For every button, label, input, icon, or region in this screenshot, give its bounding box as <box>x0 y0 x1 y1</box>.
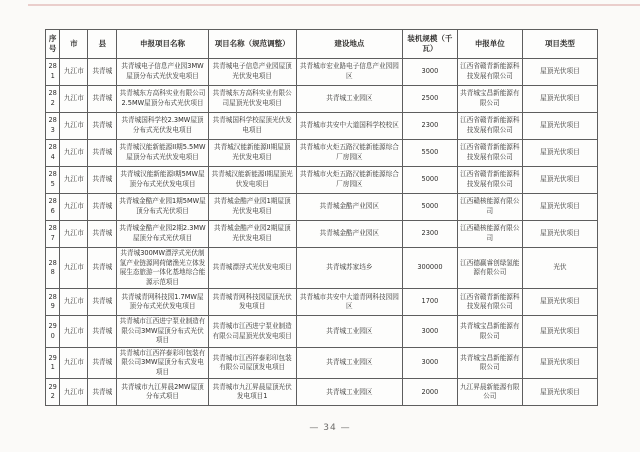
table-cell: 2300 <box>403 221 458 248</box>
table-cell: 共青城 <box>88 86 117 113</box>
table-cell: 共青城市火炬五路汉能新能源综合厂房园区 <box>296 140 403 167</box>
table-row-282 <box>46 86 598 113</box>
table-cell: 共青城市江西进宁泵业制造有限公司3MW屋顶分布式光伏项目 <box>117 316 209 348</box>
table-cell: 共青城汉能新能源II期5.5MW屋顶分布式光伏发电项目 <box>117 140 209 167</box>
table-cell: 1700 <box>403 289 458 316</box>
table-cell: 共青城汉能新能源II期屋顶光伏发电项目 <box>208 140 296 167</box>
table-cell: 2500 <box>403 86 458 113</box>
table-cell: 江西德赢睿创绿氢能源有限公司 <box>457 248 522 289</box>
table-cell: 九江市 <box>60 221 88 248</box>
table-cell: 共青城 <box>88 59 117 86</box>
table-cell: 288 <box>46 248 60 289</box>
table-cell: 九江昇晨新能源有限公司 <box>457 379 522 406</box>
table-cell: 共青城东方高科实业有限公司2.5MW屋顶分布式光伏项目 <box>117 86 209 113</box>
table-cell: 共青城宝昌新能源有限公司 <box>457 316 522 348</box>
table-cell: 292 <box>46 379 60 406</box>
table-cell: 共青城工业园区 <box>296 316 403 348</box>
table-cell: 江西赣核能源有限公司 <box>457 221 522 248</box>
table-cell: 285 <box>46 167 60 194</box>
table-cell: 江西省赣青新能源科技发展有限公司 <box>457 140 522 167</box>
top-accent-line <box>28 4 640 6</box>
table-cell: 289 <box>46 289 60 316</box>
table-body <box>46 59 598 406</box>
table-cell: 共青城市九江昇晨屋顶光伏发电项目1 <box>208 379 296 406</box>
table-cell: 屋顶光伏项目 <box>522 347 597 379</box>
table-cell: 共青城苏家垱乡 <box>296 248 403 289</box>
table-row-290 <box>46 316 598 348</box>
column-header-2: 县 <box>88 30 117 59</box>
table-cell: 共青城宝昌新能源有限公司 <box>457 86 522 113</box>
table-cell: 九江市 <box>60 316 88 348</box>
table-cell: 共青城金酷产业园2期2.3MW屋顶分布式光伏项目 <box>117 221 209 248</box>
table-cell: 屋顶光伏项目 <box>522 140 597 167</box>
table-cell: 共青城东方高科实业有限公司屋顶光伏发电项目 <box>208 86 296 113</box>
table-row-291 <box>46 347 598 379</box>
table-cell: 5000 <box>403 194 458 221</box>
pv-projects-table <box>45 29 598 406</box>
table-cell: 屋顶光伏项目 <box>522 59 597 86</box>
table-cell: 287 <box>46 221 60 248</box>
table-cell: 291 <box>46 347 60 379</box>
table-cell: 共青城 <box>88 194 117 221</box>
table-cell: 共青城 <box>88 167 117 194</box>
table-row-283 <box>46 113 598 140</box>
table-cell: 屋顶光伏项目 <box>522 221 597 248</box>
table-cell: 共青城青网科技园屋顶光伏发电项目 <box>208 289 296 316</box>
table-cell: 共青城市共安中大道青网科技园园区 <box>296 289 403 316</box>
table-row-292 <box>46 379 598 406</box>
table-cell: 283 <box>46 113 60 140</box>
table-cell: 九江市 <box>60 248 88 289</box>
table-cell: 九江市 <box>60 113 88 140</box>
table-cell: 共青城金酷产业园区 <box>296 194 403 221</box>
table-cell: 九江市 <box>60 59 88 86</box>
column-header-6: 装机规模（千瓦） <box>403 30 458 59</box>
table-cell: 共青城青网科技园1.7MW屋顶分布式光伏发电项目 <box>117 289 209 316</box>
table-cell: 共青城金酷产业园1期屋顶光伏发电项目 <box>208 194 296 221</box>
table-cell: 共青城 <box>88 379 117 406</box>
table-cell: 光伏 <box>522 248 597 289</box>
table-cell: 5500 <box>403 140 458 167</box>
table-cell: 屋顶光伏项目 <box>522 379 597 406</box>
table-cell: 共青城市火炬五路汉能新能源综合厂房园区 <box>296 167 403 194</box>
table-cell: 共青城宝昌新能源有限公司 <box>457 347 522 379</box>
table-cell: 九江市 <box>60 167 88 194</box>
table-cell: 九江市 <box>60 86 88 113</box>
column-header-8: 项目类型 <box>522 30 597 59</box>
table-cell: 290 <box>46 316 60 348</box>
table-cell: 2300 <box>403 113 458 140</box>
table-cell: 屋顶光伏项目 <box>522 86 597 113</box>
table-cell: 共青城金酷产业园1期5MW屋顶分布式光伏项目 <box>117 194 209 221</box>
column-header-7: 申报单位 <box>457 30 522 59</box>
table-cell: 屋顶光伏项目 <box>522 316 597 348</box>
table-cell: 共青城市江西祥泰彩印包装有限公司屋顶发电项目 <box>208 347 296 379</box>
column-header-0: 序号 <box>46 30 60 59</box>
table-cell: 共青城市九江昇晨2MW屋顶分布式项目 <box>117 379 209 406</box>
table-cell: 共青城 <box>88 289 117 316</box>
table-cell: 九江市 <box>60 140 88 167</box>
table-header-row <box>46 30 598 59</box>
table-cell: 300000 <box>403 248 458 289</box>
table-cell: 江西赣核能源有限公司 <box>457 194 522 221</box>
table-cell: 屋顶光伏项目 <box>522 113 597 140</box>
table-cell: 共青城工业园区 <box>296 86 403 113</box>
table-row-285 <box>46 167 598 194</box>
table-cell: 共青城电子信息产业园屋顶光伏发电项目 <box>208 59 296 86</box>
table-row-281 <box>46 59 598 86</box>
header-row <box>46 30 598 59</box>
table-cell: 281 <box>46 59 60 86</box>
column-header-3: 申报项目名称 <box>117 30 209 59</box>
table-cell: 共青城 <box>88 221 117 248</box>
table-cell: 屋顶光伏项目 <box>522 194 597 221</box>
table-cell: 九江市 <box>60 379 88 406</box>
table-cell: 江西省赣青新能源科技发展有限公司 <box>457 113 522 140</box>
table-cell: 屋顶光伏项目 <box>522 289 597 316</box>
table-cell: 共青城金酷产业园2期屋顶光伏发电项目 <box>208 221 296 248</box>
table-cell: 共青城电子信息产业园3MW屋顶分布式光伏发电项目 <box>117 59 209 86</box>
table-cell: 共青城 <box>88 113 117 140</box>
table-cell: 江西省赣青新能源科技发展有限公司 <box>457 167 522 194</box>
table-cell: 共青城市江西祥泰彩印包装有限公司3MW屋顶分布式发电项目 <box>117 347 209 379</box>
table-cell: 共青城金酷产业园区 <box>296 221 403 248</box>
page-number: — 34 — <box>309 423 351 433</box>
table-cell: 共青城市宏业路电子信息产业园园区 <box>296 59 403 86</box>
table-cell: 共青城 <box>88 140 117 167</box>
table-row-288 <box>46 248 598 289</box>
table-cell: 3000 <box>403 316 458 348</box>
table-cell: 共青城国科学校屋顶光伏发电项目 <box>208 113 296 140</box>
column-header-4: 项目名称（规范调整） <box>208 30 296 59</box>
table-cell: 江西省赣青新能源科技发展有限公司 <box>457 59 522 86</box>
table-cell: 江西省赣青新能源科技发展有限公司 <box>457 289 522 316</box>
table-cell: 共青城工业园区 <box>296 379 403 406</box>
column-header-5: 建设地点 <box>296 30 403 59</box>
table-row-287 <box>46 221 598 248</box>
table-cell: 九江市 <box>60 194 88 221</box>
table-cell: 2000 <box>403 379 458 406</box>
table-cell: 共青城漂浮式光伏发电项目 <box>208 248 296 289</box>
table-cell: 共青城汉能新能源I期5MW屋顶分布式光伏发电项目 <box>117 167 209 194</box>
table-cell: 共青城市江西进宁泵业制造有限公司屋顶光伏发电项目 <box>208 316 296 348</box>
table-cell: 屋顶光伏项目 <box>522 167 597 194</box>
table-cell: 共青城 <box>88 347 117 379</box>
table-cell: 3000 <box>403 59 458 86</box>
table-row-284 <box>46 140 598 167</box>
table-cell: 共青城 <box>88 248 117 289</box>
table-cell: 九江市 <box>60 347 88 379</box>
column-header-1: 市 <box>60 30 88 59</box>
table-cell: 286 <box>46 194 60 221</box>
table-cell: 共青城300MW漂浮式光伏制氢产业链源网荷储渔光立体发展生态旅游一体化基地综合能源示范项目 <box>117 248 209 289</box>
table-cell: 3000 <box>403 347 458 379</box>
table-row-289 <box>46 289 598 316</box>
table-cell: 共青城市共安中大道国科学校校区 <box>296 113 403 140</box>
table-cell: 共青城国科学校2.3MW屋顶分布式光伏发电项目 <box>117 113 209 140</box>
table-cell: 284 <box>46 140 60 167</box>
table-row-286 <box>46 194 598 221</box>
table-cell: 5000 <box>403 167 458 194</box>
table-cell: 共青城 <box>88 316 117 348</box>
table-cell: 九江市 <box>60 289 88 316</box>
table-cell: 共青城汉能新能源I期屋顶光伏发电项目 <box>208 167 296 194</box>
table-cell: 共青城工业园区 <box>296 347 403 379</box>
table-cell: 282 <box>46 86 60 113</box>
